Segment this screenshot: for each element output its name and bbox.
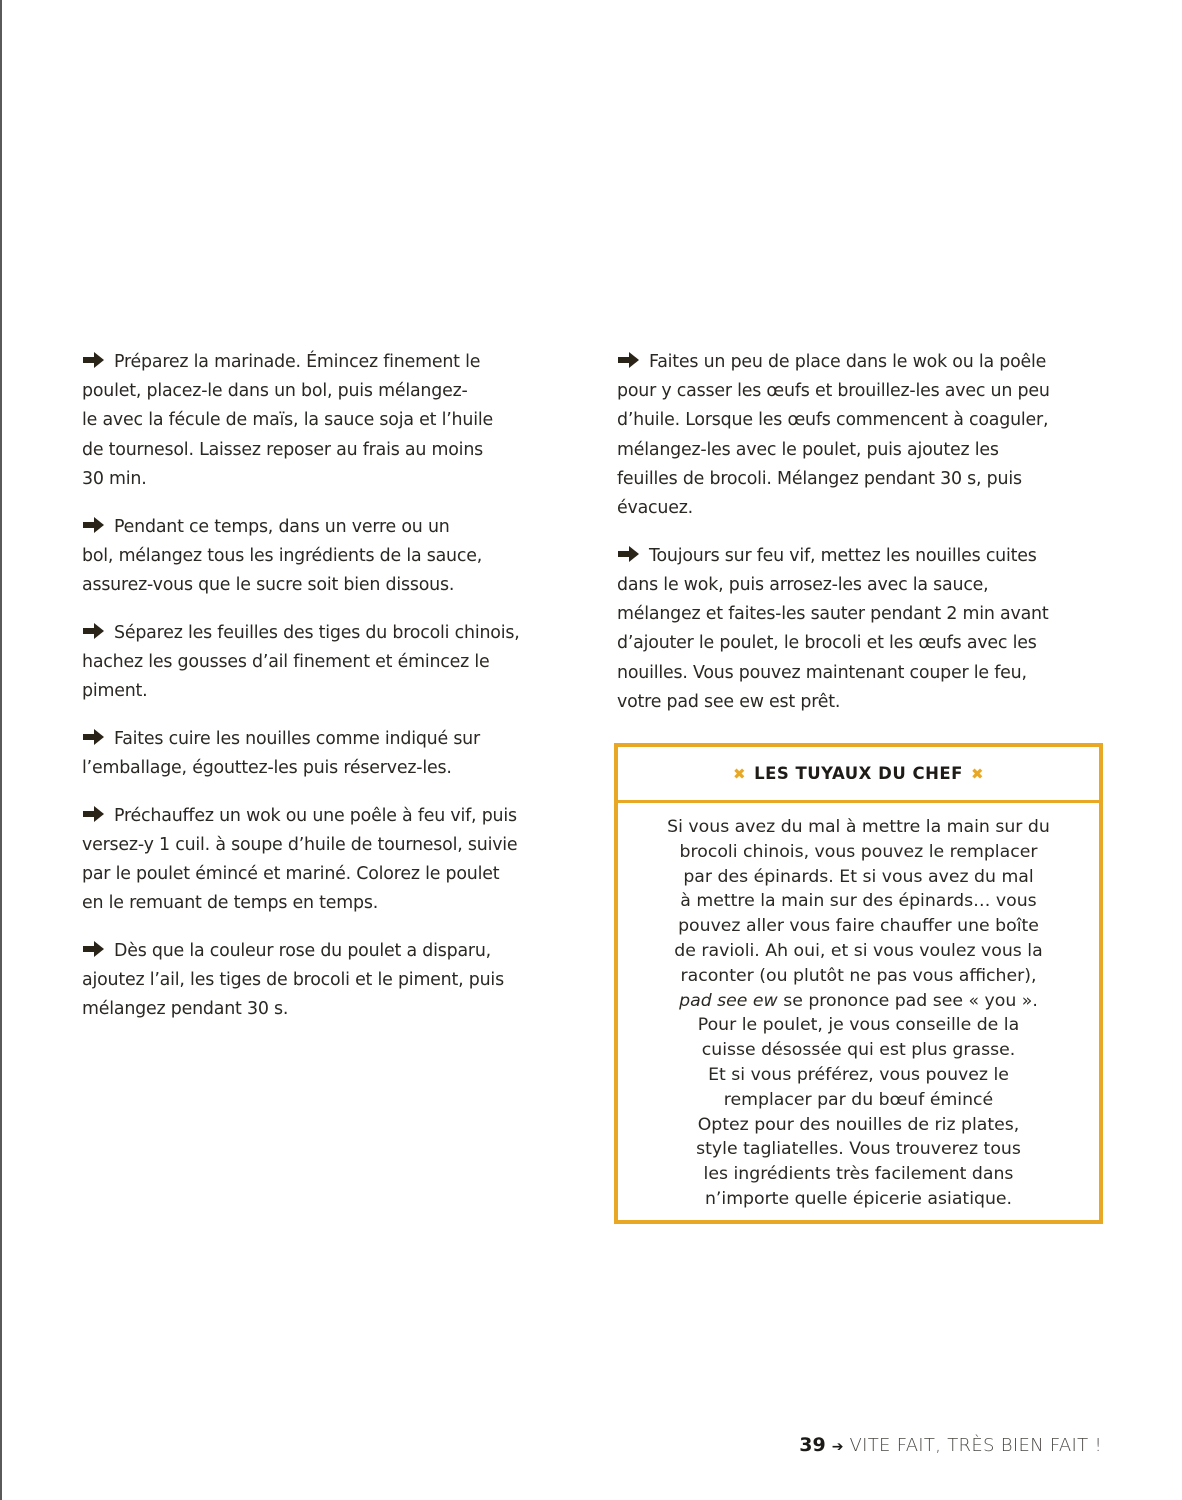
step-text-line: pour y casser les œufs et brouillez-les avec un peu — [617, 381, 1050, 402]
tip-line: brocoli chinois, vous pouvez le remplacer — [679, 841, 1038, 862]
tip-line: Si vous avez du mal à mettre la main sur du — [667, 817, 1050, 837]
step-text-line: le avec la fécule de maïs, la sauce soja et l’huile — [82, 410, 493, 431]
step-text-line: d’ajouter le poulet, le brocoli et les œufs avec les — [617, 633, 1037, 654]
tip-line: à mettre la main sur des épinards… vous — [680, 891, 1037, 912]
tip-line: par des épinards. Et si vous avez du mal — [683, 866, 1034, 887]
recipe-step — [82, 937, 572, 1025]
tip-line: remplacer par du bœuf émincé — [723, 1089, 994, 1110]
recipe-step — [82, 619, 572, 707]
recipe-step — [82, 725, 572, 783]
arrow-right-icon — [82, 622, 106, 640]
dish-name-italic: pad see ew — [679, 990, 778, 1011]
step-text-line: 30 min. — [82, 468, 147, 489]
book-title: VITE FAIT, TRÈS BIEN FAIT ! — [849, 1435, 1102, 1456]
tip-line: pouvez aller vous faire chauffer une boîte — [678, 916, 1039, 937]
chef-tips-title: LES TUYAUX DU CHEF — [754, 764, 963, 783]
recipe-step — [617, 542, 1107, 717]
step-text-line: Faites un peu de place dans le wok ou la poêle — [649, 352, 1047, 372]
step-text-line: votre pad see ew est prêt. — [617, 691, 841, 712]
step-text-line: en le remuant de temps en temps. — [82, 893, 379, 914]
chef-tips-body — [618, 803, 1099, 1212]
arrow-right-icon — [82, 351, 106, 369]
recipe-step — [82, 513, 572, 601]
step-text-line: piment. — [82, 681, 148, 702]
pronunciation-text: se prononce pad see « you ». — [777, 990, 1038, 1011]
arrow-right-icon — [82, 728, 106, 746]
chef-tips-box — [614, 743, 1103, 1224]
step-text-line: Pendant ce temps, dans un verre ou un — [114, 516, 450, 537]
arrow-right-icon — [617, 351, 641, 369]
step-text-line: Dès que la couleur rose du poulet a disparu, — [114, 940, 492, 961]
page-number: 39 — [799, 1434, 826, 1456]
step-text-line: mélangez et faites-les sauter pendant 2 min avant — [617, 604, 1049, 625]
arrow-right-icon — [82, 516, 106, 534]
cross-icon: ✖ — [970, 764, 985, 783]
tip-line: n’importe quelle épicerie asiatique. — [704, 1188, 1013, 1209]
tip-pronunciation-line — [638, 989, 1079, 1014]
tip-line: Optez pour des nouilles de riz plates, — [697, 1114, 1020, 1135]
step-text-line: nouilles. Vous pouvez maintenant couper le feu, — [617, 662, 1027, 683]
recipe-step — [82, 802, 572, 919]
step-text-line: versez-y 1 cuil. à soupe d’huile de tournesol, suivie — [82, 834, 518, 855]
tip-line: Pour le poulet, je vous conseille de la — [697, 1015, 1020, 1036]
step-text-line: l’emballage, égouttez-les puis réservez-les. — [82, 757, 452, 778]
arrow-right-icon — [82, 940, 106, 958]
step-text-line: assurez-vous que le sucre soit bien dissous. — [82, 574, 455, 595]
step-text-line: mélangez pendant 30 s. — [82, 999, 289, 1020]
step-text-line: Faites cuire les nouilles comme indiqué sur — [114, 728, 480, 749]
arrow-right-icon: ➔ — [831, 1439, 844, 1455]
step-text-line: feuilles de brocoli. Mélangez pendant 30 s, puis — [617, 468, 1022, 489]
recipe-step — [617, 348, 1107, 523]
step-text-line: ajoutez l’ail, les tiges de brocoli et le piment, puis — [82, 970, 504, 991]
steps-left-column — [82, 348, 572, 1043]
step-text-line: hachez les gousses d’ail finement et émincez le — [82, 651, 490, 672]
recipe-step — [82, 348, 572, 494]
step-text-line: dans le wok, puis arrosez-les avec la sauce, — [617, 574, 989, 595]
step-text-line: d’huile. Lorsque les œufs commencent à coaguler, — [617, 410, 1049, 431]
tip-line: les ingrédients très facilement dans — [703, 1164, 1014, 1185]
arrow-right-icon — [82, 805, 106, 823]
step-text-line: par le poulet émincé et mariné. Colorez le poulet — [82, 864, 500, 885]
tip-line: cuisse désossée qui est plus grasse. — [701, 1040, 1016, 1061]
step-text-line: mélangez-les avec le poulet, puis ajoutez les — [617, 439, 999, 460]
tip-line: Et si vous préférez, vous pouvez le — [708, 1064, 1009, 1085]
step-text-line: Préparez la marinade. Émincez finement le — [114, 352, 481, 372]
step-text-line: poulet, placez-le dans un bol, puis mélangez- — [82, 381, 468, 402]
chef-tips-header — [618, 747, 1099, 803]
tip-line: de ravioli. Ah oui, et si vous voulez vous la — [674, 940, 1043, 961]
page-edge — [0, 0, 2, 1500]
step-text-line: bol, mélangez tous les ingrédients de la sauce, — [82, 545, 483, 566]
step-text-line: évacuez. — [617, 498, 693, 519]
steps-right-column — [617, 348, 1107, 735]
step-text-line: de tournesol. Laissez reposer au frais au moins — [82, 439, 483, 460]
cross-icon: ✖ — [732, 764, 747, 783]
page-footer — [799, 1434, 1102, 1456]
step-text-line: Toujours sur feu vif, mettez les nouilles cuites — [649, 545, 1037, 566]
tip-line: raconter (ou plutôt ne pas vous afficher), — [680, 965, 1037, 986]
step-text-line: Séparez les feuilles des tiges du brocoli chinois, — [114, 622, 520, 643]
step-text-line: Préchauffez un wok ou une poêle à feu vif, puis — [114, 805, 517, 826]
arrow-right-icon — [617, 545, 641, 563]
tip-line: style tagliatelles. Vous trouverez tous — [696, 1139, 1021, 1160]
